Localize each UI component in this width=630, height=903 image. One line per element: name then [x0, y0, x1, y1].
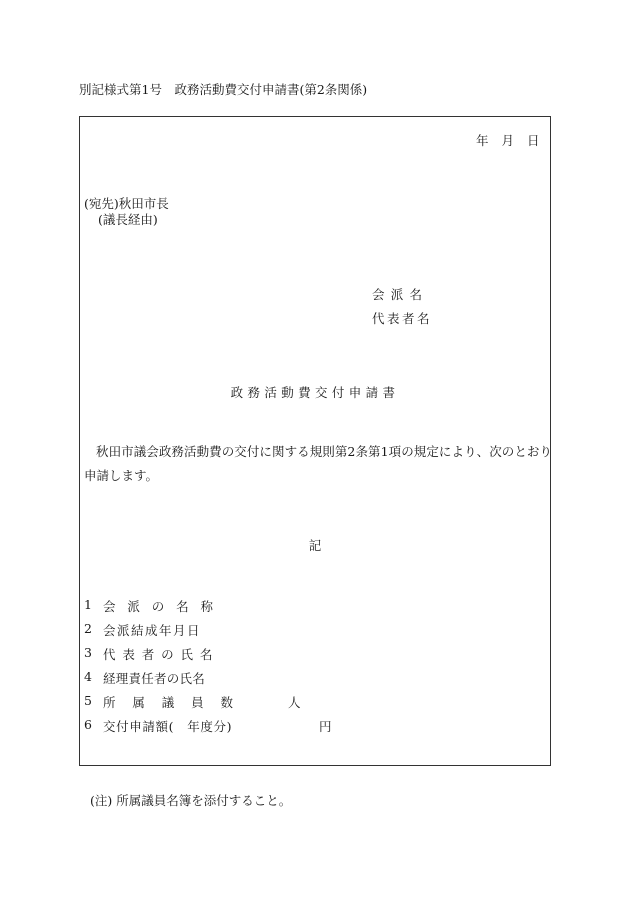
date-day-label: 日	[527, 133, 540, 148]
addressee: (宛先)秋田市長	[84, 196, 169, 211]
application-body-text: 秋田市議会政務活動費の交付に関する規則第2条第1項の規定により、次のとおり申請します。	[84, 444, 552, 483]
item-label-party-name: 会派の名称	[103, 599, 225, 614]
item-number: 3	[84, 645, 92, 660]
document-title: 政務活動費交付申請書	[230, 385, 400, 400]
item-label-formation-date: 会派結成年月日	[103, 623, 202, 638]
item-number: 5	[84, 693, 92, 708]
attachment-note: (注) 所属議員名簿を添付すること。	[90, 793, 292, 808]
date-month-label: 月	[501, 133, 515, 148]
item-label-accounting-manager: 経理責任者の氏名	[103, 671, 206, 686]
representative-name-label: 代表者名	[372, 311, 433, 326]
item-label-representative-name: 代表者の氏名	[103, 647, 220, 662]
ki-heading: 記	[308, 538, 322, 553]
item-number: 6	[84, 717, 92, 732]
item-number: 4	[84, 669, 92, 684]
via-chairman: (議長経由)	[98, 212, 158, 227]
item-unit-persons: 人	[288, 695, 301, 710]
date-line	[476, 131, 540, 149]
item-number: 2	[84, 621, 92, 636]
item-number: 1	[84, 597, 92, 612]
item-label-requested-amount: 交付申請額( 年度分)	[103, 719, 233, 734]
item-label-member-count: 所属議員数	[103, 695, 250, 710]
form-header: 別記様式第1号 政務活動費交付申請書(第2条関係)	[79, 82, 368, 97]
party-name-label: 会派名	[372, 287, 429, 302]
date-year-label: 年	[476, 133, 489, 148]
item-unit-yen: 円	[319, 719, 332, 734]
